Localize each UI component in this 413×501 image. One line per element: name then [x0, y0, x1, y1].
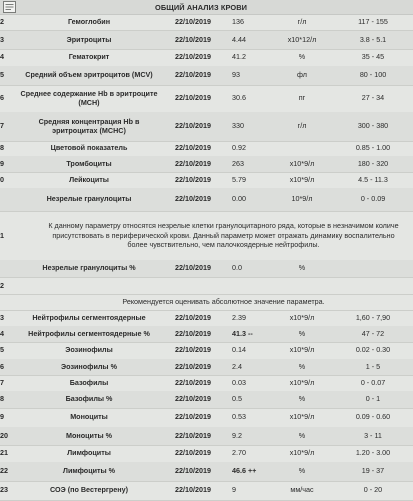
note-row	[0, 277, 413, 295]
parameter-name: Базофилы %	[65, 394, 113, 404]
parameter-name: Лимфоциты	[67, 448, 111, 458]
report-icon	[3, 1, 16, 13]
result-value: 0.92	[232, 143, 246, 153]
parameter-name: Базофилы	[69, 377, 109, 387]
unit: %	[298, 466, 306, 476]
table-row	[0, 14, 413, 31]
note-text: Рекомендуется оценивать абсолютное значение параметра.	[122, 297, 325, 307]
test-date: 22/10/2019	[175, 263, 211, 273]
result-value: 9.2	[232, 430, 242, 440]
row-number: 20	[0, 430, 8, 440]
table-row	[0, 85, 413, 113]
test-date: 22/10/2019	[175, 312, 211, 322]
reference-range	[334, 260, 412, 277]
parameter-name: Средняя концентрация Hb в эритроцитах (MCHC)	[38, 116, 140, 135]
row-number: 2	[0, 281, 4, 290]
parameter-name: Средний объем эритроцитов (MCV)	[25, 70, 153, 80]
table-row	[0, 112, 413, 142]
row-number: 3	[0, 34, 4, 44]
reference-range: 0 - 1	[365, 394, 381, 404]
unit: %	[298, 263, 306, 273]
unit: фл	[297, 70, 307, 80]
result-value: 330	[232, 121, 244, 131]
parameter-name: Незрелые гранулоциты %	[42, 263, 136, 273]
note-text: К данному параметру относятся незрелые клетки гранулоцитарного ряда, которые в незначимом количе присутствовать в периферической крови. Данный параметр может отражать динамику воспалительно более чувствительно, чем палочкоядерные нейтрофилы.	[48, 221, 399, 250]
test-date: 22/10/2019	[175, 174, 211, 184]
result-value: 9	[232, 485, 236, 495]
unit: пг	[298, 93, 306, 103]
result-value: 2.39	[232, 312, 246, 322]
test-date: 22/10/2019	[175, 394, 211, 404]
reference-range: 80 - 100	[359, 70, 387, 80]
unit	[278, 141, 326, 156]
unit: %	[298, 394, 306, 404]
parameter-name: Среднее содержание Hb в эритроците (MCH)	[20, 88, 158, 107]
table-header	[0, 0, 413, 15]
unit: x10*9/л	[289, 377, 315, 387]
row-number: 22	[0, 466, 8, 476]
test-date: 22/10/2019	[175, 158, 211, 168]
result-value: 2.70	[232, 448, 246, 458]
parameter-name: Моноциты	[70, 412, 108, 422]
result-value: 41.3 --	[232, 328, 253, 338]
table-row	[0, 156, 413, 173]
test-date: 22/10/2019	[175, 328, 211, 338]
parameter-name: Эозинофилы %	[61, 361, 117, 371]
table-row	[0, 188, 413, 212]
table-row	[0, 310, 413, 327]
test-date: 22/10/2019	[175, 16, 211, 26]
reference-range: 1.20 - 3.00	[355, 448, 391, 458]
reference-range: 35 - 45	[361, 52, 385, 62]
table-row	[0, 408, 413, 428]
row-number: 5	[0, 345, 4, 355]
parameter-name: Нейтрофилы сегментоядерные %	[28, 328, 150, 338]
row-number: 7	[0, 121, 4, 131]
reference-range: 0 - 0.09	[360, 194, 386, 204]
table-row	[0, 66, 413, 86]
reference-range: 300 - 380	[357, 121, 389, 131]
row-number: 0	[0, 174, 4, 184]
table-row	[0, 326, 413, 343]
test-date: 22/10/2019	[175, 345, 211, 355]
row-number: 9	[0, 158, 4, 168]
test-date: 22/10/2019	[175, 430, 211, 440]
reference-range: 1,60 - 7,90	[355, 312, 391, 322]
table-row	[0, 49, 413, 67]
unit: x10*9/л	[289, 312, 315, 322]
result-value: 46.6 ++	[232, 466, 257, 476]
result-value: 2.4	[232, 361, 242, 371]
unit: x10*9/л	[289, 448, 315, 458]
test-date: 22/10/2019	[175, 361, 211, 371]
parameter-name: Эритроциты	[66, 34, 112, 44]
test-date: 22/10/2019	[175, 70, 211, 80]
parameter-name: Моноциты %	[66, 430, 112, 440]
table-title: ОБЩИЙ АНАЛИЗ КРОВИ	[155, 3, 248, 12]
result-value: 263	[232, 158, 244, 168]
unit: г/л	[297, 16, 307, 26]
reference-range: 3.8 - 5.1	[359, 34, 387, 44]
result-value: 0.03	[232, 377, 246, 387]
test-date: 22/10/2019	[175, 121, 211, 131]
unit: %	[298, 361, 306, 371]
test-date: 22/10/2019	[175, 93, 211, 103]
reference-range: 0.02 - 0.30	[355, 345, 391, 355]
parameter-name: Лейкоциты	[69, 174, 109, 184]
parameter-name: Лимфоциты %	[62, 466, 116, 476]
test-date: 22/10/2019	[175, 34, 211, 44]
unit: %	[298, 430, 306, 440]
row-number: 1	[0, 231, 4, 240]
parameter-name: Тромбоциты	[66, 158, 112, 168]
test-date: 22/10/2019	[175, 377, 211, 387]
table-row	[0, 260, 413, 278]
row-number: 2	[0, 16, 4, 26]
result-value: 0.5	[232, 394, 242, 404]
table-row	[0, 141, 413, 157]
unit: г/л	[297, 121, 307, 131]
unit: %	[298, 52, 306, 62]
parameter-name: Гематокрит	[68, 52, 110, 62]
parameter-name: СОЭ (по Вестергрену)	[50, 485, 128, 495]
row-number: 4	[0, 328, 4, 338]
reference-range: 1 - 5	[365, 361, 381, 371]
unit: x10*9/л	[289, 412, 315, 422]
test-date: 22/10/2019	[175, 52, 211, 62]
result-value: 0.0	[232, 263, 242, 273]
result-value: 93	[232, 70, 240, 80]
table-row	[0, 445, 413, 463]
parameter-name: Гемоглобин	[67, 16, 111, 26]
row-number: 8	[0, 394, 4, 404]
row-number: 9	[0, 412, 4, 422]
table-row	[0, 172, 413, 189]
reference-range: 0.09 - 0.60	[355, 412, 391, 422]
row-number: 7	[0, 377, 4, 387]
result-value: 30.6	[232, 93, 246, 103]
reference-range: 3 - 11	[364, 430, 382, 440]
row-number: 23	[0, 485, 8, 495]
table-row	[0, 342, 413, 360]
test-date: 22/10/2019	[175, 412, 211, 422]
test-date: 22/10/2019	[175, 448, 211, 458]
row-number	[0, 260, 12, 277]
unit: x10*12/л	[287, 34, 317, 44]
table-row	[0, 391, 413, 409]
parameter-name: Эозинофилы	[65, 345, 113, 355]
result-value: 136	[232, 16, 244, 26]
row-number: 21	[0, 448, 8, 458]
table-row	[0, 359, 413, 376]
test-date: 22/10/2019	[175, 466, 211, 476]
note-row	[0, 211, 413, 261]
table-row	[0, 31, 413, 50]
result-value: 0.00	[232, 194, 246, 204]
row-number: 8	[0, 143, 4, 153]
unit: x10*9/л	[289, 174, 315, 184]
result-value: 0.14	[232, 345, 246, 355]
note-text	[20, 277, 413, 294]
reference-range: 0 - 20	[363, 485, 383, 495]
test-date: 22/10/2019	[175, 143, 211, 153]
reference-range: 0.85 - 1.00	[355, 143, 391, 153]
result-value: 0.53	[232, 412, 246, 422]
row-number: 6	[0, 361, 4, 371]
reference-range: 47 - 72	[361, 328, 385, 338]
result-value: 4.44	[232, 34, 246, 44]
parameter-name: Незрелые гранулоциты	[46, 194, 132, 204]
reference-range: 0 - 0.07	[360, 377, 386, 387]
note-row	[0, 294, 413, 311]
reference-range: 117 - 155	[358, 16, 388, 26]
row-number: 5	[0, 70, 4, 80]
unit: x10*9/л	[289, 345, 315, 355]
table-row	[0, 375, 413, 392]
row-number	[0, 188, 12, 211]
reference-range: 4.5 - 11.3	[358, 174, 388, 184]
table-row	[0, 462, 413, 482]
result-value: 41.2	[232, 52, 246, 62]
table-row	[0, 481, 413, 501]
unit: 10*9/л	[291, 194, 313, 204]
unit: x10*9/л	[289, 158, 315, 168]
test-date: 22/10/2019	[175, 485, 211, 495]
row-number: 3	[0, 312, 4, 322]
parameter-name: Цветовой показатель	[50, 143, 128, 153]
reference-range: 19 - 37	[361, 466, 385, 476]
reference-range: 180 - 320	[357, 158, 389, 168]
parameter-name: Нейтрофилы сегментоядерные	[32, 312, 146, 322]
reference-range: 27 - 34	[361, 93, 385, 103]
unit: %	[298, 328, 306, 338]
unit: мм/час	[290, 485, 314, 495]
test-date: 22/10/2019	[175, 194, 211, 204]
row-number: 4	[0, 52, 4, 62]
result-value: 5.79	[232, 174, 246, 184]
table-row	[0, 427, 413, 446]
row-number: 6	[0, 93, 4, 103]
